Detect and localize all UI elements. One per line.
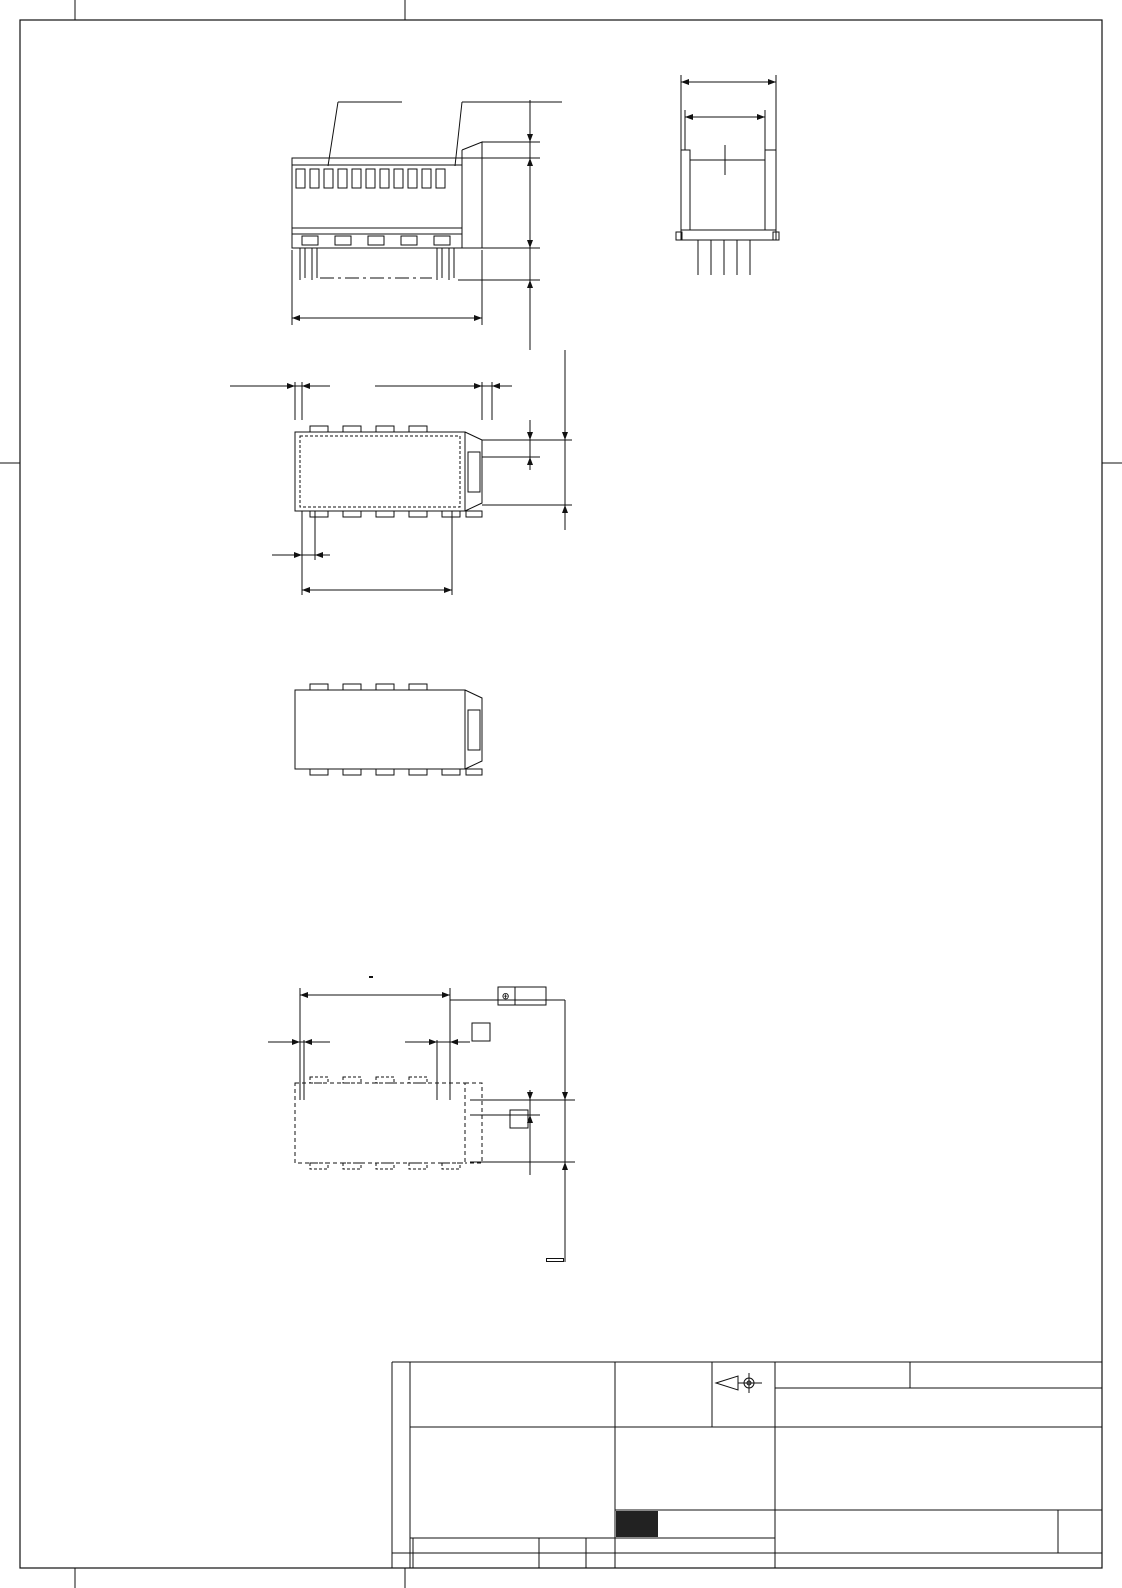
- hole-dim-horizontal-box: [369, 976, 373, 978]
- title-block-lines: [392, 1362, 1102, 1568]
- position-tolerance-icon: ⊕: [502, 989, 510, 1003]
- drawing-frame: [20, 20, 1102, 1568]
- dimension-arrows: [287, 79, 776, 1170]
- contact-layout-outline: [295, 684, 482, 775]
- end-view-connector: [676, 75, 779, 275]
- hole-dim-vertical: [548, 1258, 562, 1262]
- hole-pattern-outline: [268, 987, 575, 1262]
- top-view-connector: [230, 350, 572, 595]
- erni-logo-box: [616, 1511, 658, 1537]
- side-view-connector: [292, 100, 562, 350]
